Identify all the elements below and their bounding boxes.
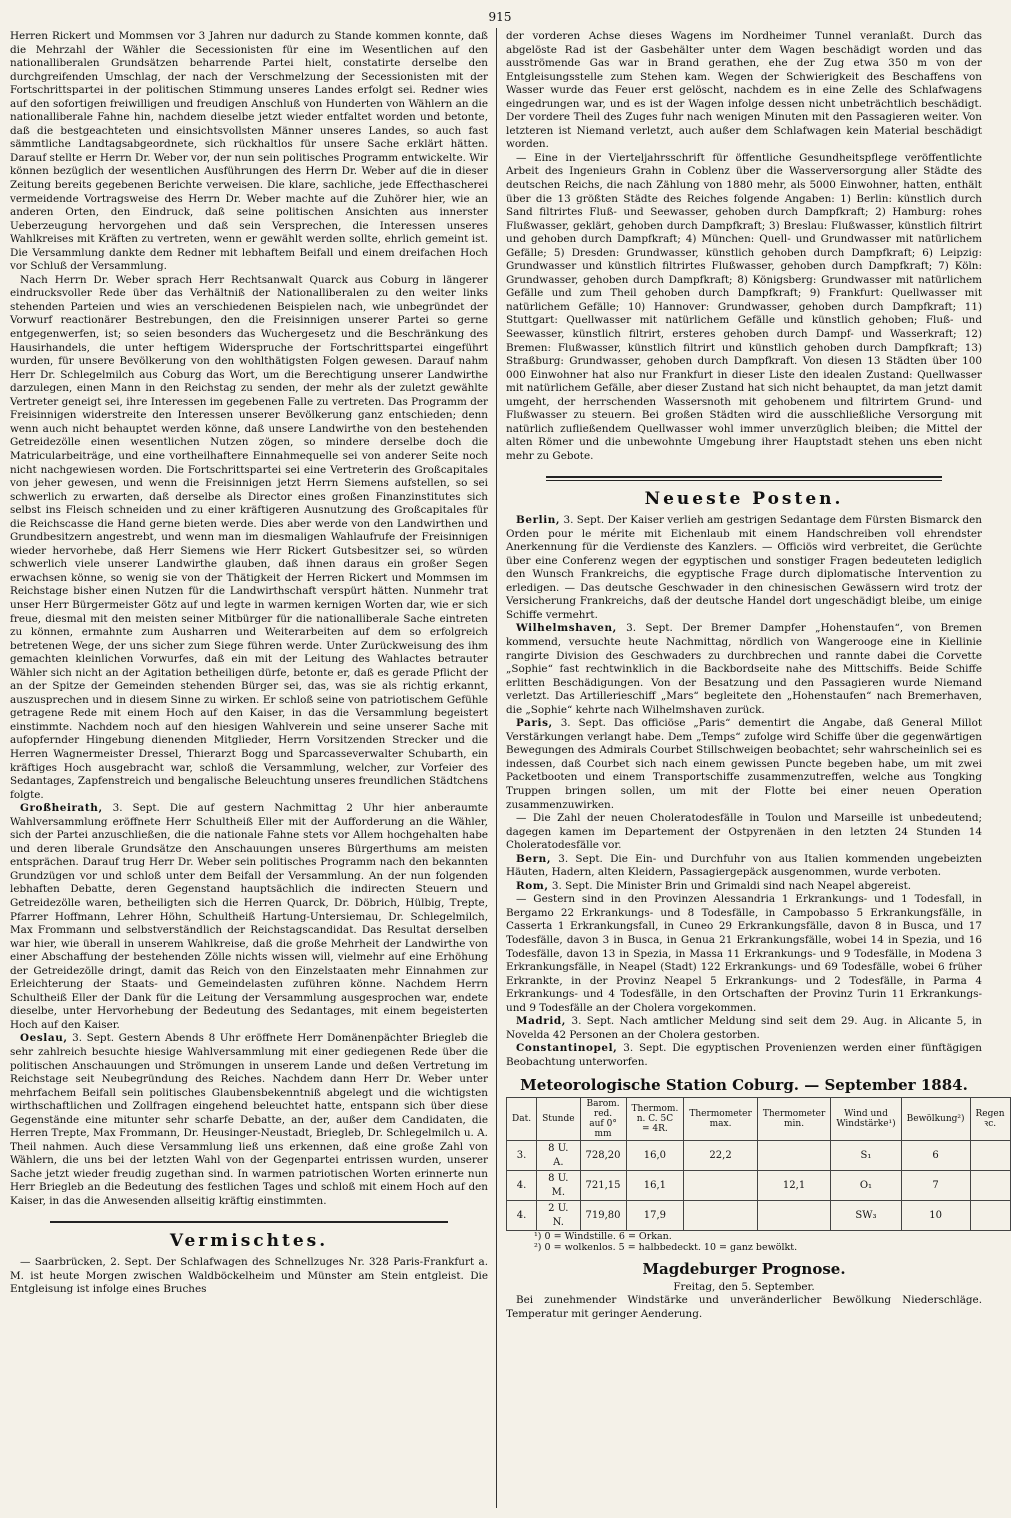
weather-cell xyxy=(970,1201,1010,1231)
weather-footnote: ¹) 0 = Windstille. 6 = Orkan. xyxy=(534,1231,672,1243)
weather-row xyxy=(507,1201,1011,1231)
news-item: Paris, 3. Sept. Das officiöse „Paris“ dementirt die Angabe, daß General Millot Verstärkungen verlangt habe. Dem „Temps“ zufolge wird Schiffe über die gegenwärtigen Bewegungen des Admirals Courbet Stillschweigen beobachtet; sehr wahrscheinlich sei es indessen, daß Courbet sich nach einem gewissen Puncte begeben habe, um mit zwei Packetbooten und einem Transportschiffe zusammenzutreffen, welche aus Tongking Truppen bringen sollen, um mit der Flotte bei einer neuen Operation zusammenzuwirken. xyxy=(506,717,982,811)
weather-table-header xyxy=(507,1098,1011,1141)
page-number: 915 xyxy=(488,10,512,24)
weather-col-header: Stunde xyxy=(537,1098,580,1141)
weather-cell: 6 xyxy=(901,1141,970,1171)
weather-col-header: Thermometer min. xyxy=(757,1098,831,1141)
article-paragraph: der vorderen Achse dieses Wagens im Nordheimer Tunnel veranlaßt. Durch das abgelöste Rad ist der Gasbehälter unter dem Wagen beschädigt worden und das ausströmende Gas war in Brand gerathen, ehe der Zug etwa 350 m von der Entgleisungsstelle zum Stehen kam. Wegen der Schwierigkeit des Beschaffens von Wasser wurde das Feuer erst gelöscht, nachdem es in eine Zelle des Schlafwagens eingedrungen war, und es ist der Wagen infolge dessen nicht unbeträchtlich beschädigt. Der vordere Theil des Zuges fuhr nach wenigen Minuten mit den Passagieren weiter. Von letzteren ist Niemand verletzt, auch außer dem Schlafwagen kein Material beschädigt worden. xyxy=(506,30,982,151)
weather-cell: 7 xyxy=(901,1171,970,1201)
weather-cell: 8 U. A. xyxy=(537,1141,580,1171)
forecast-text: Bei zunehmender Windstärke und unveränderlicher Bewölkung Niederschläge. Temperatur mit geringer Aenderung. xyxy=(506,1294,982,1320)
left-column xyxy=(10,30,488,1297)
weather-cell: 8 U. M. xyxy=(537,1171,580,1201)
news-item: Madrid, 3. Sept. Nach amtlicher Meldung sind seit dem 29. Aug. in Alicante 5, in Novelda 42 Personen an der Cholera gestorben. xyxy=(506,1015,982,1041)
weather-cell: 4. xyxy=(507,1201,537,1231)
news-item: Bern, 3. Sept. Die Ein- und Durchfuhr von aus Italien kommenden ungebeizten Häuten, Hadern, alten Kleidern, Passagiergepäck ausgenommen, wurde verboten. xyxy=(506,852,982,879)
weather-cell: 10 xyxy=(901,1201,970,1231)
weather-cell: 719,80 xyxy=(580,1201,626,1231)
news-item: Rom, 3. Sept. Die Minister Brin und Grimaldi sind nach Neapel abgereist. xyxy=(516,879,912,892)
dateline: Wilhelmshaven, xyxy=(516,622,617,635)
dateline: Berlin, xyxy=(516,514,561,527)
weather-cell: 16,1 xyxy=(626,1171,684,1201)
section-title: Neueste Posten. xyxy=(644,488,844,509)
weather-col-header: Dat. xyxy=(507,1098,537,1141)
weather-cell: O₁ xyxy=(831,1171,901,1201)
weather-station-title: Meteorologische Station Coburg. — September 1884. xyxy=(520,1076,968,1095)
section-title: Vermischtes. xyxy=(169,1230,329,1251)
weather-cell: 16,0 xyxy=(626,1141,684,1171)
weather-table-body xyxy=(507,1141,1011,1231)
weather-row xyxy=(507,1141,1011,1171)
article-paragraph: Großheirath, 3. Sept. Die auf gestern Nachmittag 2 Uhr hier anberaumte Wahlversammlung eröffnete Herr Schultheiß Eller mit der Aufforderung an die Wähler, sich der Partei anzuschließen, die die nationale Fahne stets vor Allem hochgehalten habe und deren liberale Grundsätze den Anschauungen unseres Bürgerthums am meisten entsprächen. Darauf trug Herr Dr. Weber sein politisches Programm nach den bekannten Grundzügen vor und schloß unter dem Beifall der Versammlung. An der nun folgenden lebhaften Debatte, deren Gegenstand hauptsächlich die indirecten Steuern und Getreidezölle waren, betheiligten sich die Herren Quarck, Dr. Döbrich, Hülbig, Trepte, Pfarrer Hoffmann, Lehrer Höhn, Schultheiß Hartung-Untersiemau, Dr. Schlegelmilch, Max Frommann und selbstverständlich der Reichstagscandidat. Das Resultat derselben war hier, wie überall in unserem Wahlkreise, daß die große Mehrheit der Landwirthe von einer Abschaffung der bestehenden Zölle nichts wissen will, vielmehr auf eine Erhöhung der Getreidezölle dringt, damit das Reich von den Einzelstaaten mehr Einnahmen zur Erleichterung der Staats- und Gemeindelasten zuführen könne. Nachdem Herrn Schultheiß Eller der Dank für die Leitung der Versammlung ausgesprochen war, endete dieselbe, unter Hervorhebung der Bedeutung des Sedantages, mit einem begeisterten Hoch auf den Kaiser. xyxy=(10,802,488,1031)
article-paragraph: Herren Rickert und Mommsen vor 3 Jahren nur dadurch zu Stande kommen konnte, daß die Mehrzahl der Wähler die Secessionisten für eine im Wesentlichen auf den nationalliberalen Grundsätzen beharrende Partei hielt, constatirte derselbe den durchgreifenden Umschlag, der nach der Verschmelzung der Secessionisten mit der Fortschrittspartei in der politischen Stimmung unseres Landes erfolgt sei. Redner wies auf den sofortigen freiwilligen und freudigen Anschluß von Hunderten von Wählern an die nationalliberale Fahne hin, nachdem dieselbe jetzt wieder entfaltet worden und betonte, daß die bestgeachteten und einsichtsvollsten Männer unseres Landes, so auch fast sämmtliche Landtagsabgeordnete, sich rückhaltlos für unsere Sache erklärt hätten. Darauf stellte er Herrn Dr. Weber vor, der nun sein politisches Programm entwickelte. Wir können bezüglich der wesentlichen Ausführungen des Herrn Dr. Weber auf die in dieser Zeitung bereits gegebenen Berichte verweisen. Die klare, sachliche, jede Effecthascherei vermeidende Vortragsweise des Herrn Dr. Weber machte auf die Zuhörer hier, wie an anderen Orten, den Eindruck, daß seine politischen Ansichten aus innerster Ueberzeugung hervorgehen und daß sein Versprechen, die Interessen unseres Wahlkreises mit Kräften zu vertreten, wenn er gewählt werden sollte, ehrlich gemeint ist. Die Versammlung dankte dem Redner mit lebhaftem Beifall und einem dreifachen Hoch vor Schluß der Versammlung. xyxy=(10,30,488,273)
dateline: Oeslau, xyxy=(20,1032,68,1045)
article-paragraph: — Eine in der Vierteljahrsschrift für öffentliche Gesundheitspflege veröffentlichte Arbeit des Ingenieurs Grahn in Coblenz über die Wasserversorgung aller Städte des deutschen Reichs, die nach Zählung von 1880 mehr, als 5000 Einwohner, hatten, enthält über die 13 größten Städte des Reiches folgende Angaben: 1) Berlin: künstlich durch Sand filtrirtes Fluß- und Seewasser, gehoben durch Dampfkraft; 2) Hamburg: rohes Flußwasser, geklärt, gehoben durch Dampfkraft; 3) Breslau: Flußwasser, künstlich filtrirt und gehoben durch Dampfkraft; 4) München: Quell- und Grundwasser mit natürlichem Gefälle; 5) Dresden: Grundwasser, künstlich gehoben durch Dampfkraft; 6) Leipzig: Grundwasser und künstlich filtrirtes Flußwasser, gehoben durch Dampfkraft; 7) Köln: Grundwasser, gehoben durch Dampfkraft; 8) Königsberg: Grundwasser mit natürlichem Gefälle und zum Theil gehoben durch Dampfkraft; 9) Frankfurt: Quellwasser mit natürlichem Gefälle; 10) Hannover: Grundwasser, gehoben durch Dampfkraft; 11) Stuttgart: Quellwasser mit natürlichem Gefälle und künstlich gehoben; Fluß- und Seewasser, künstlich filtrirt, ersteres gehoben durch Dampf- und Wasserkraft; 12) Bremen: Flußwasser, künstlich filtrirt und künstlich gehoben durch Dampfkraft; 13) Straßburg: Grundwasser, gehoben durch Dampfkraft. Von diesen 13 Städten über 100 000 Einwohner hat also nur Frankfurt in dieser Liste den idealen Zustand: Quellwasser mit natürlichem Gefälle, aber dieser Zustand hat sich nicht behauptet, da man jetzt damit umgeht, der herrschenden Wassersnoth mit gehobenem und filtrirtem Grund- und Flußwasser zu steuern. Bei großen Städten wird die ausschließliche Versorgung mit natürlich zufließendem Quellwasser wohl immer unverzüglich bleiben; die Mittel der alten Römer und die unbewohnte Umgebung ihrer Hauptstadt stehen uns eben nicht mehr zu Gebote. xyxy=(506,151,982,462)
weather-row xyxy=(507,1171,1011,1201)
weather-cell: S₁ xyxy=(831,1141,901,1171)
news-item: Wilhelmshaven, 3. Sept. Der Bremer Dampfer „Hohenstaufen“, von Bremen kommend, versuchte heute Nachmittag, nördlich von Wangerooge eine in Kiellinie rangirte Division des Geschwaders zu durchbrechen und rannte dabei die Corvette „Sophie“ fast rechtwinklich in die Backbordseite nahe des Mittschiffs. Beide Schiffe erlitten Beschädigungen. Von der Besatzung und den Passagieren wurde Niemand verletzt. Das Artillerieschiff „Mars“ begleitete den „Hohenstaufen“ nach Bremerhaven, die „Sophie“ kehrte nach Wilhelmshaven zurück. xyxy=(506,622,982,716)
right-column xyxy=(506,30,1005,1321)
weather-cell xyxy=(757,1201,831,1231)
section-rule xyxy=(50,1221,448,1223)
dateline: Madrid, xyxy=(516,1015,567,1028)
news-item: Constantinopel, 3. Sept. Die egyptischen Provenienzen werden einer fünftägigen Beobachtung unterworfen. xyxy=(506,1042,982,1068)
weather-col-header: Thermom. n. C. 5C = 4R. xyxy=(626,1098,684,1141)
weather-cell: SW₃ xyxy=(831,1201,901,1231)
news-item: Berlin, 3. Sept. Der Kaiser verlieh am gestrigen Sedantage dem Fürsten Bismarck den Orden pour le mérite mit Eichenlaub mit einem Handschreiben voll ehrendster Anerkennung für die Verdienste des Kanzlers. — Officiös wird verbreitet, die Gerüchte über eine Conferenz wegen der egyptischen und sonstiger Fragen bedeuteten lediglich den Wunsch Frankreichs, die egyptische Frage durch diplomatische Intervention zu erledigen. — Das deutsche Geschwader in den chinesischen Gewässern wird trotz der Versicherung Frankreichs, daß der deutsche Handel dort ungeschädigt bleibe, um einige Schiffe vermehrt. xyxy=(506,514,982,621)
weather-col-header: Bewölkung²) xyxy=(901,1098,970,1141)
dateline: Bern, xyxy=(516,852,552,865)
section-rule xyxy=(546,476,942,478)
article-paragraph: Oeslau, 3. Sept. Gestern Abends 8 Uhr eröffnete Herr Domänenpächter Briegleb die sehr zahlreich besuchte hiesige Wahlversammlung mit einer gediegenen Rede über die politischen Anschauungen und Strömungen in unserem Lande und deßen Vertretung im Reichstage seit Neubegründung des Reiches. Nachdem dann Herr Dr. Weber unter mehrfachem Beifall sein politisches Glaubensbekenntniß abgelegt und die wichtigsten wirthschaftlichen und Zollfragen eingehend beleuchtet hatte, entspann sich über diese Gegenstände eine mitunter sehr scharfe Debatte, an der, außer dem Candidaten, die Herren Trepte, Max Frommann, Dr. Heusinger-Neustadt, Briegleb, Dr. Schlegelmilch u. A. Theil nahmen. Auch diese Versammlung ließ uns erkennen, daß eine große Zahl von Wählern, die uns bei der letzten Wahl von der Gegenpartei entrissen wurden, unserer Sache jetzt wieder freudig zugethan sind. In warmen patriotischen Worten erinnerte nun Herr Briegleb an die Bedeutung des festlichen Tages und schloß mit einem Hoch auf den Kaiser, in das die Anwesenden allseitig kräftig einstimmten. xyxy=(10,1032,488,1208)
weather-cell xyxy=(970,1141,1010,1171)
weather-col-header: Barom. red. auf 0° mm xyxy=(580,1098,626,1141)
weather-cell: 22,2 xyxy=(684,1141,758,1171)
weather-col-header: Wind und Windstärke¹) xyxy=(831,1098,901,1141)
weather-cell xyxy=(970,1171,1010,1201)
weather-cell: 721,15 xyxy=(580,1171,626,1201)
weather-footnote: ²) 0 = wolkenlos. 5 = halbbedeckt. 10 = ganz bewölkt. xyxy=(534,1242,798,1254)
weather-cell xyxy=(757,1141,831,1171)
weather-table xyxy=(506,1097,1011,1231)
article-paragraph: — Saarbrücken, 2. Sept. Der Schlafwagen des Schnellzuges Nr. 328 Paris-Frankfurt a. M. ist heute Morgen zwischen Waldböckelheim und Münster am Stein entgleist. Die Entgleisung ist infolge eines Bruches xyxy=(10,1256,488,1296)
news-item: — Gestern sind in den Provinzen Alessandria 1 Erkrankungs- und 1 Todesfall, in Bergamo 22 Erkrankungs- und 8 Todesfälle, in Campobasso 5 Erkrankungsfälle, in Casserta 1 Erkrankungsfall, in Cuneo 29 Erkrankungsfälle, davon 8 in Busca, und 17 Todesfälle, davon 3 in Busca, in Genua 21 Erkrankungsfälle, wobei 14 in Spezia, und 16 Todesfälle, davon 13 in Spezia, in Massa 11 Erkrankungs- und 9 Todesfälle, in Modena 3 Erkrankungsfälle, in Neapel (Stadt) 122 Erkrankungs- und 69 Todesfälle, wobei 6 früher Erkrankte, in der Provinz Neapel 5 Erkrankungs- und 2 Todesfälle, in Parma 4 Erkrankungs- und 4 Todesfälle, in den Ortschaften der Provinz Turin 11 Erkrankungs- und 9 Todesfälle an der Cholera vorgekommen. xyxy=(506,893,982,1014)
forecast-title: Magdeburger Prognose. xyxy=(642,1260,846,1279)
column-divider xyxy=(496,28,497,1508)
weather-cell xyxy=(684,1201,758,1231)
weather-cell: 17,9 xyxy=(626,1201,684,1231)
forecast-date: Freitag, den 5. September. xyxy=(673,1280,815,1293)
weather-col-header: Thermometer max. xyxy=(684,1098,758,1141)
article-paragraph: Nach Herrn Dr. Weber sprach Herr Rechtsanwalt Quarck aus Coburg in längerer eindrucksvoller Rede über das Verhältniß der Nationalliberalen zu den weiter links stehenden Parteien und wies an verschiedenen Beispielen nach, wie unbegründet der Vorwurf reactionärer Bestrebungen, den die Freisinnigen unserer Partei so gerne entgegenwerfen, ist; so seien besonders das Wuchergesetz und die Beschränkung des Hausirhandels, die unter heftigem Widerspruche der Fortschrittspartei eingeführt wurden, für unsere Bevölkerung von den wohlthätigsten Folgen gewesen. Darauf nahm Herr Dr. Schlegelmilch aus Coburg das Wort, um die Berechtigung unserer Landwirthe darzulegen, einen Mann in den Reichstag zu senden, der mehr als der zuletzt gewählte Vertreter geneigt sei, ihre Interessen im gegebenen Falle zu vertreten. Das Programm der Freisinnigen widerstreite den Interessen unserer Bevölkerung ganz entschieden; denn wenn auch nicht behauptet werden könne, daß unsere Landwirthe von den bestehenden Getreidezölle einen wesentlichen Nutzen zögen, so mindere derselbe doch die Matricularbeiträge, und eine vortheilhaftere Einnahmequelle sei von anderer Seite noch nicht nachgewiesen worden. Die Fortschrittspartei sei eine Vertreterin des Großcapitales von jeher gewesen, und wenn die Freisinnigen jetzt Herrn Siemens aufstellen, so sei schwerlich zu erwarten, daß derselbe als Director eines großen Finanzinstitutes sich selbst ins Fleisch schneiden und zu einer kräftigeren Ausnutzung des Großcapitales für die Reichscasse die Hand gerne bieten werde. Dies aber werde von den Landwirthen und Grundbesitzern angestrebt, und wenn man im diesmaligen Wahlaufrufe der Freisinnigen wieder hervorhebe, daß Herr Siemens wie Herr Rickert Gutsbesitzer sei, so würden schwerlich viele unserer Landwirthe glauben, daß ihnen daraus ein großer Segen erwachsen könne, so wenig sie von der Thätigkeit der Herren Rickert und Mommsen im Reichstage bisher einen Nutzen für die Landwirthschaft verspürt hätten. Nunmehr trat unser Herr Bürgermeister Götz auf und legte in warmen kernigen Worten dar, wie er sich freue, diesmal mit den meisten seiner Mitbürger für die nationalliberale Sache eintreten zu können, ermahnte zum Ausharren und Weiterarbeiten auf dem so erfolgreich betretenen Wege, der uns sicher zum Siege führen werde. Unter Zurückweisung des ihm gemachten kleinlichen Vorwurfes, daß ein mit der Leitung des Wahlactes betrauter Wähler sich nicht an der Agitation betheiligen dürfe, betonte er, daß es gerade Pflicht der an der Spitze der Gemeinden stehenden Bürger sei, das, was sie als richtig erkannt, auszusprechen und in diesem Sinne zu wirken. Er schloß seine von patriotischem Gefühle getragene Rede mit einem Hoch auf den Kaiser, in das die Versammlung begeistert einstimmte. Nachdem noch auf den hiesigen Wahlverein und seine unserer Sache mit aufopfernder Hingebung dienenden Mitglieder, Herrn Vorsitzenden Strecker und die Herren Wagnermeister Dressel, Thierarzt Bogg und Sparcasseverwalter Schubarth, ein kräftiges Hoch ausgebracht war, schloß die Versammlung, welcher, zur Vorfeier des Sedantages, Zapfenstreich und bengalische Beleuchtung unseres freundlichen Städtchens folgte. xyxy=(10,273,488,801)
weather-cell: 12,1 xyxy=(757,1171,831,1201)
weather-col-header: Regen ꝛc. xyxy=(970,1098,1010,1141)
weather-cell: 728,20 xyxy=(580,1141,626,1171)
news-item: — Die Zahl der neuen Choleratodesfälle in Toulon und Marseille ist unbedeutend; dagegen kamen im Departement der Ostpyrenäen in den letzten 24 Stunden 14 Choleratodesfälle vor. xyxy=(506,812,982,852)
weather-cell: 4. xyxy=(507,1171,537,1201)
dateline: Paris, xyxy=(516,717,553,730)
dateline: Constantinopel, xyxy=(516,1042,618,1055)
dateline: Rom, xyxy=(516,879,549,892)
section-rule xyxy=(546,480,942,481)
weather-cell: 3. xyxy=(507,1141,537,1171)
weather-cell: 2 U. N. xyxy=(537,1201,580,1231)
weather-cell xyxy=(684,1171,758,1201)
dateline: Großheirath, xyxy=(20,802,103,815)
